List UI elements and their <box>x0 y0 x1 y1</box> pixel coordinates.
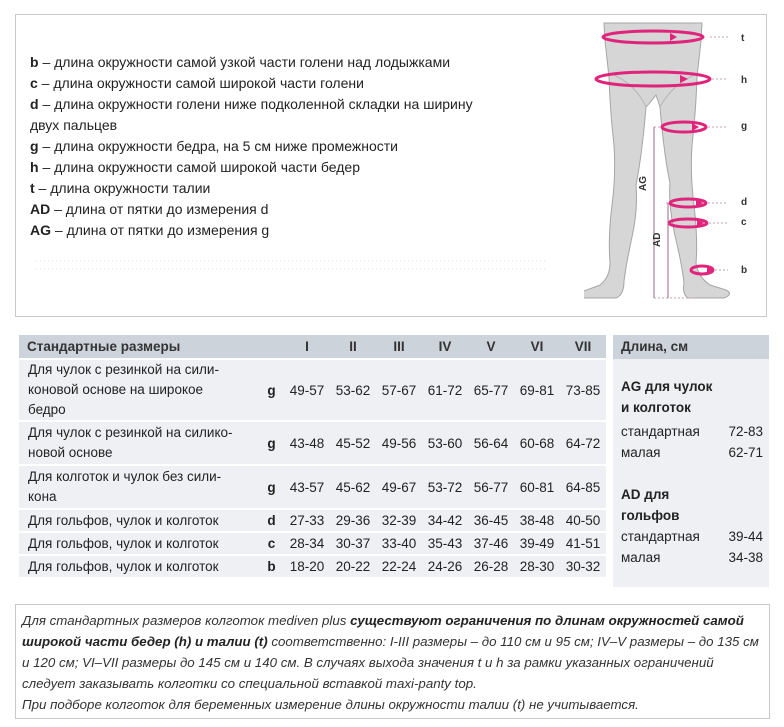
ad-title: AD для гольфов <box>621 487 680 523</box>
label-ag: AG <box>638 176 649 191</box>
header-size: VI <box>514 335 560 359</box>
row-code: b <box>259 555 284 578</box>
cell: 53-60 <box>422 421 468 465</box>
cell: 65-77 <box>468 359 514 421</box>
cell: 43-57 <box>284 465 330 509</box>
ad-small-row: малая 34-38 <box>621 550 763 565</box>
cell: 43-48 <box>284 421 330 465</box>
cell: 64-72 <box>560 421 606 465</box>
header-size: III <box>376 335 422 359</box>
table-row <box>19 465 606 509</box>
footnote-paragraph: Для стандартных размеров колготок mediven plus существуют ограничения по длинам окружностей самой широкой части бедер (h) и талии (t) соответственно: I-III размеры – до 110 см и 95 см; IV–V размеры – до 135 см и 120 см; VI–VII размеры до 145 см и 140 см. В случаях выхода значения t и h за рамки указанных ограничений следует заказывать колготки со специальной вставкой maxi-panty top. <box>22 613 759 691</box>
cell: 30-37 <box>330 532 376 555</box>
table-row <box>19 509 606 532</box>
table-row <box>19 421 606 465</box>
row-label: Для гольфов, чулок и колготок <box>19 555 259 578</box>
cell: 22-24 <box>376 555 422 578</box>
ag-standard-row: стандартная 72-83 <box>621 424 763 439</box>
table-row <box>19 532 606 555</box>
header-size: VII <box>560 335 606 359</box>
cell: 73-85 <box>560 359 606 421</box>
cell: 56-77 <box>468 465 514 509</box>
ag-small-row: малая 62-71 <box>621 445 763 460</box>
label-b: b <box>741 265 748 276</box>
measurement-legend-panel <box>15 14 767 317</box>
dotted-separator <box>36 253 546 275</box>
legend-item-h: h – длина окружности самой широкой части бедер <box>30 159 360 175</box>
cell: 33-40 <box>376 532 422 555</box>
label-g: g <box>741 121 748 132</box>
header-size: II <box>330 335 376 359</box>
leg-measurement-diagram <box>584 15 766 315</box>
row-code: g <box>259 465 284 509</box>
cell: 27-33 <box>284 509 330 532</box>
label-ad: AD <box>652 232 663 247</box>
row-code: c <box>259 532 284 555</box>
row-code: d <box>259 509 284 532</box>
cell: 53-62 <box>330 359 376 421</box>
cell: 69-81 <box>514 359 560 421</box>
cell: 57-67 <box>376 359 422 421</box>
cell: 35-43 <box>422 532 468 555</box>
cell: 45-62 <box>330 465 376 509</box>
table-header-row <box>19 335 606 359</box>
cell: 24-26 <box>422 555 468 578</box>
label-c: c <box>741 217 747 228</box>
legend-item-g: g – длина окружности бедра, на 5 см ниже промежности <box>30 138 398 154</box>
legend-item-c: c – длина окружности самой широкой части голени <box>30 75 364 91</box>
cell: 49-57 <box>284 359 330 421</box>
cell: 26-28 <box>468 555 514 578</box>
legend-item-t: t – длина окружности талии <box>30 180 211 196</box>
size-table <box>19 335 606 579</box>
length-panel <box>613 335 769 587</box>
label-t: t <box>741 33 745 44</box>
cell: 18-20 <box>284 555 330 578</box>
cell: 34-42 <box>422 509 468 532</box>
cell: 61-72 <box>422 359 468 421</box>
legend-item-d: d – длина окружности голени ниже подколенной складки на ширину <box>30 96 473 112</box>
table-row <box>19 555 606 578</box>
cell: 64-85 <box>560 465 606 509</box>
header-size: V <box>468 335 514 359</box>
legend-item-b: b – длина окружности самой узкой части голени над лодыжками <box>30 54 451 70</box>
cell: 56-64 <box>468 421 514 465</box>
header-size: I <box>284 335 330 359</box>
footnote <box>15 604 770 719</box>
label-h: h <box>741 75 748 86</box>
header-standard-sizes: Стандартные размеры <box>19 335 284 359</box>
cell: 20-22 <box>330 555 376 578</box>
footnote-pregnancy: При подборе колготок для беременных измерение длины окружности талии (t) не учитывается. <box>22 697 639 712</box>
cell: 60-81 <box>514 465 560 509</box>
length-header: Длина, см <box>613 335 769 359</box>
cell: 60-68 <box>514 421 560 465</box>
cell: 45-52 <box>330 421 376 465</box>
ag-title: AG для чулок и колготок <box>621 379 713 415</box>
cell: 32-39 <box>376 509 422 532</box>
legend-item-ad: AD – длина от пятки до измерения d <box>30 201 269 217</box>
cell: 49-67 <box>376 465 422 509</box>
cell: 40-50 <box>560 509 606 532</box>
row-label: Для чулок с резинкой на сили- коновой основе на широкое бедро <box>19 359 259 421</box>
cell: 29-36 <box>330 509 376 532</box>
table-row <box>19 359 606 421</box>
cell: 39-49 <box>514 532 560 555</box>
row-code: g <box>259 359 284 421</box>
ad-standard-row: стандартная 39-44 <box>621 529 763 544</box>
row-label: Для гольфов, чулок и колготок <box>19 509 259 532</box>
legend-item-ag: AG – длина от пятки до измерения g <box>30 222 270 238</box>
label-d: d <box>741 197 748 208</box>
header-size: IV <box>422 335 468 359</box>
cell: 49-56 <box>376 421 422 465</box>
cell: 28-30 <box>514 555 560 578</box>
cell: 30-32 <box>560 555 606 578</box>
cell: 38-48 <box>514 509 560 532</box>
row-label: Для чулок с резинкой на силико- новой основе <box>19 421 259 465</box>
cell: 28-34 <box>284 532 330 555</box>
cell: 53-72 <box>422 465 468 509</box>
cell: 37-46 <box>468 532 514 555</box>
cell: 36-45 <box>468 509 514 532</box>
legend-list <box>30 52 550 241</box>
row-label: Для колготок и чулок без сили- кона <box>19 465 259 509</box>
legs-silhouette <box>584 23 730 298</box>
legend-item-d-cont: двух пальцев <box>30 117 118 133</box>
row-code: g <box>259 421 284 465</box>
cell: 41-51 <box>560 532 606 555</box>
row-label: Для гольфов, чулок и колготок <box>19 532 259 555</box>
